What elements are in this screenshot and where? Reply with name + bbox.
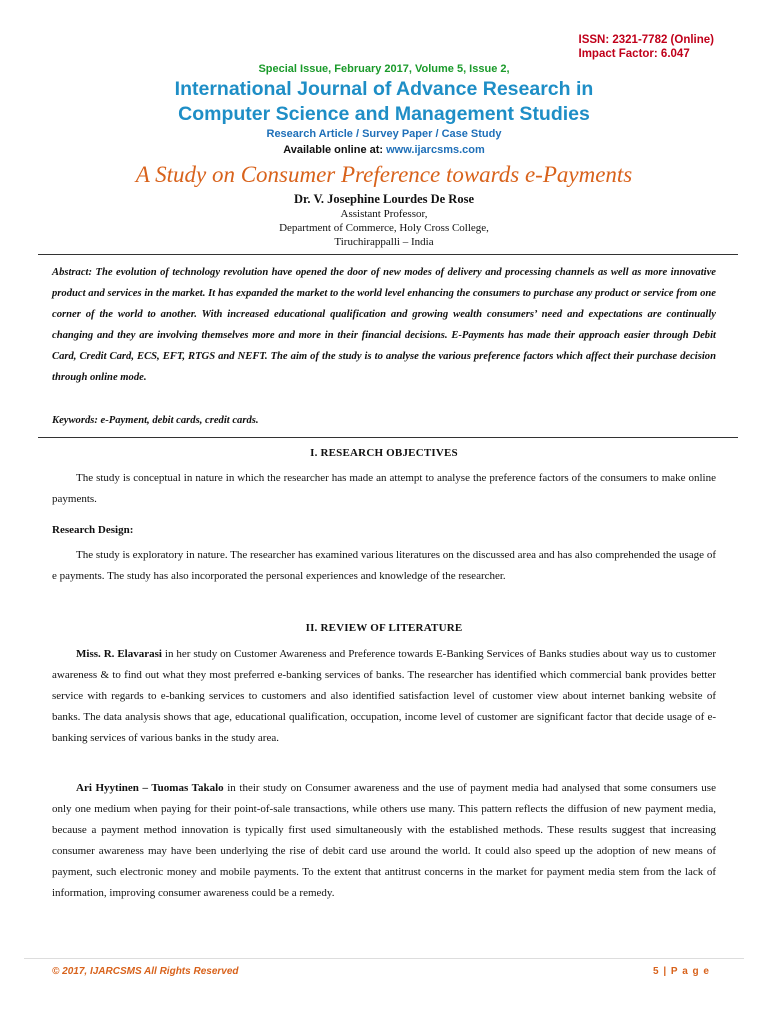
article-types: Research Article / Survey Paper / Case Study: [266, 128, 502, 140]
issn-block: [579, 33, 715, 61]
journal-title-line2: Computer Science and Management Studies: [178, 103, 590, 125]
literature-paragraph-1: [52, 644, 716, 749]
journal-title-line1: International Journal of Advance Research in: [174, 78, 594, 100]
journal-title: [0, 77, 768, 127]
literature-author-2: Ari Hyytinen – Tuomas Takalo: [76, 782, 224, 794]
abstract-bottom-rule: [38, 437, 738, 438]
literature-text-2: in their study on Consumer awareness and the use of payment media had analysed that some consumers use only one medium when paying for their point-of-sale transactions, while others use many. This pattern reflects the diffusion of new payment media, because a payment method innovation is typically first used simultaneously with the established methods. These results suggest that increasing consumer awareness may have been underlying the rise of debit card use around the world. It could also speed up the adoption of new means of payment, such electronic money and mobile payments. To the extent that antitrust concerns in the market for payment media stem from the lack of information, improving consumer awareness could be a remedy.: [52, 782, 716, 899]
footer-page-number: 5 | P a g e: [653, 966, 710, 977]
abstract-top-rule: [38, 254, 738, 255]
available-label: Available online at:: [283, 144, 387, 156]
journal-url-link[interactable]: www.ijarcsms.com: [386, 144, 485, 156]
literature-author-1: Miss. R. Elavarasi: [76, 648, 162, 660]
author-name: Dr. V. Josephine Lourdes De Rose: [294, 192, 474, 206]
literature-paragraph-2: [52, 778, 716, 904]
keywords-line: Keywords: e-Payment, debit cards, credit cards.: [52, 415, 259, 426]
section-heading-literature: II. REVIEW OF LITERATURE: [305, 622, 463, 634]
research-design-paragraph: The study is exploratory in nature. The researcher has examined various literatures on the discussed area and has also comprehended the usage of e payments. The study has also incorporated the personal experiences and knowledge of the researcher.: [52, 549, 716, 582]
footer-copyright: © 2017, IJARCSMS All Rights Reserved: [52, 966, 239, 977]
section-heading-objectives: I. RESEARCH OBJECTIVES: [310, 447, 458, 459]
abstract-paragraph: Abstract: The evolution of technology revolution have opened the door of new modes of delivery and processing channels as well as more innovative product and services in the market. It has expanded the market to the world level enhancing the consumers to purchase any product or service from one corner of the world to another. With increased educational qualification and growing wealth consumers’ need and expectations are continually changing and they are involving themselves more and more in their financial decisions. E-Payments has made their approach easier through Debit Card, Credit Card, ECS, EFT, RTGS and NEFT. The aim of the study is to analyse the various preference factors which affect their purchase decision through online mode.: [52, 267, 716, 383]
author-affiliation: [0, 207, 768, 249]
footer-rule: [24, 958, 744, 959]
special-issue-line: Special Issue, February 2017, Volume 5, Issue 2,: [258, 63, 510, 75]
affiliation-line3: Tiruchirappalli – India: [334, 236, 434, 248]
research-design-subheading: Research Design:: [52, 524, 134, 536]
objectives-paragraph: The study is conceptual in nature in which the researcher has made an attempt to analyse the preference factors of the consumers to make online payments.: [52, 472, 716, 505]
issn-text: ISSN: 2321-7782 (Online): [578, 34, 714, 46]
affiliation-line1: Assistant Professor,: [340, 208, 428, 220]
paper-title: A Study on Consumer Preference towards e-Payments: [135, 162, 633, 187]
impact-factor-text: Impact Factor: 6.047: [578, 48, 690, 60]
literature-text-1: in her study on Customer Awareness and Preference towards E-Banking Services of Banks studies about way us to customer awareness & to find out what they most preferred e-banking services of banks. The researcher has identified which commercial bank provides better service with regards to e-banking services to customers and also identified satisfaction level of customer view about internet banking website of banks. The data analysis shows that age, educational qualification, occupation, income level of customer are significant factor that decide usage of e-banking services of various banks in the study area.: [52, 648, 716, 744]
available-online: [0, 144, 768, 156]
affiliation-line2: Department of Commerce, Holy Cross College,: [279, 222, 489, 234]
